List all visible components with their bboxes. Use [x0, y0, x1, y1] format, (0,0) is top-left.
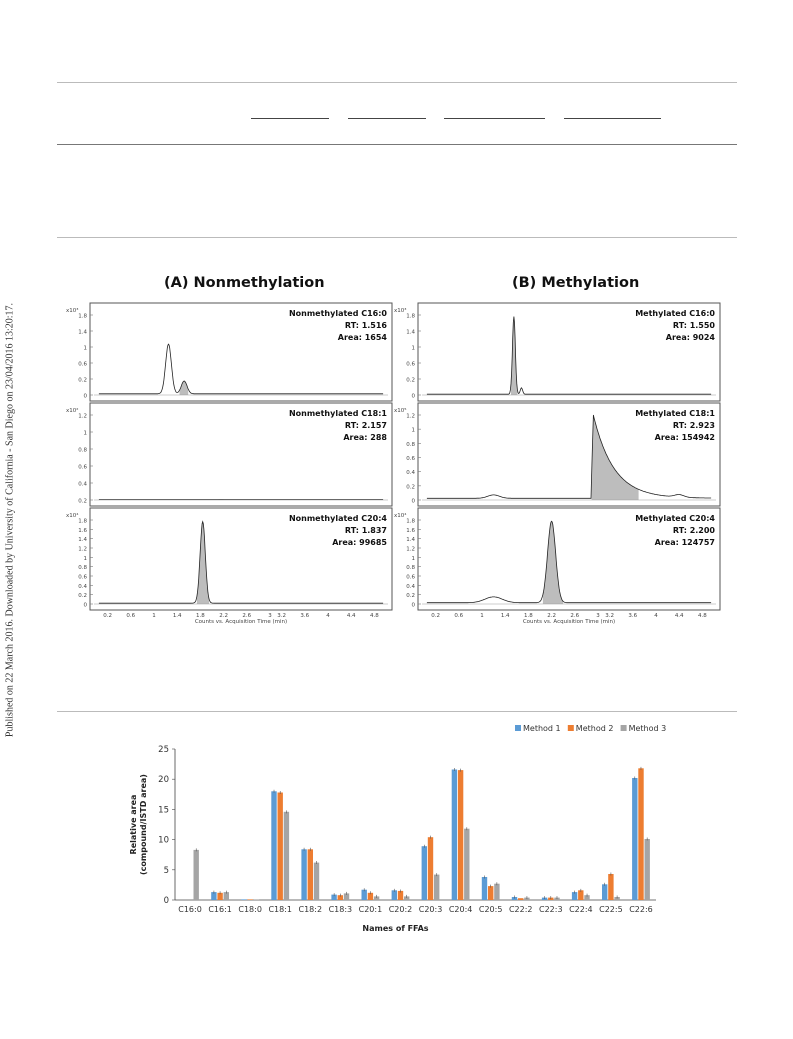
category-label: C16:1 [208, 905, 232, 914]
y-tick-label: 1.2 [406, 413, 415, 420]
bar [241, 899, 246, 900]
y-axis-title-line: Relative area [129, 794, 138, 855]
bar [608, 874, 613, 900]
y-tick-label: 1.6 [406, 527, 415, 534]
bar [314, 863, 319, 900]
category-label: C18:3 [328, 905, 353, 914]
x-tick-label: 0.2 [431, 613, 440, 619]
category-label: C18:2 [298, 905, 323, 914]
bar [428, 837, 433, 900]
peak-area-label: Area: 154942 [654, 433, 715, 442]
bar [488, 886, 493, 900]
bar [301, 849, 306, 900]
legend-swatch [515, 725, 521, 731]
retention-time-label: RT: 1.516 [344, 321, 387, 330]
y-axis-title [129, 774, 148, 875]
chromatogram-frame [418, 508, 720, 610]
bar [254, 899, 259, 900]
x-tick-label: 4.4 [674, 613, 684, 619]
bar [278, 793, 283, 901]
y-tick-label: 1.4 [406, 537, 415, 544]
y-tick-label: 0.4 [78, 583, 87, 590]
bar [362, 890, 367, 900]
y-tick-label: 15 [158, 805, 169, 816]
x-tick-label: 2.2 [547, 613, 556, 619]
y-tick-label: 0.6 [406, 456, 415, 462]
y-tick-label: 0 [83, 393, 87, 400]
compound-label: Nonmethylated C20:4 [288, 514, 387, 523]
y-scale-label: x10⁵ [394, 408, 407, 414]
category-label: C20:5 [478, 905, 503, 914]
y-tick-label: 0.8 [406, 565, 415, 572]
panel-b-title: (B) Methylation [512, 275, 640, 291]
category-label: C20:3 [418, 905, 443, 914]
category-label: C22:2 [508, 905, 533, 914]
bar [494, 884, 499, 900]
y-tick-label: 1.6 [78, 527, 87, 534]
y-tick-label: 1 [411, 345, 415, 352]
y-tick-label: 1.8 [78, 313, 87, 320]
peak-area-label: Area: 1654 [337, 333, 387, 342]
y-scale-label: x10² [66, 408, 79, 414]
y-tick-label: 1.4 [406, 329, 415, 336]
y-tick-label: 25 [158, 745, 169, 755]
chromatogram-panel [394, 403, 720, 506]
category-label: C16:0 [178, 905, 202, 914]
x-tick-label: 3 [268, 613, 272, 619]
legend-label: Method 2 [575, 724, 614, 733]
y-tick-label: 1.2 [78, 413, 87, 420]
y-tick-label: 1.8 [78, 518, 87, 525]
x-tick-label: 4 [326, 613, 330, 619]
x-tick-label: 1.4 [500, 613, 510, 619]
x-tick-label: 0.6 [454, 613, 464, 619]
legend-label: Method 1 [523, 724, 561, 733]
compound-label: Methylated C18:1 [635, 409, 715, 418]
compound-label: Methylated C16:0 [635, 309, 715, 318]
x-axis-title: Names of FFAs [362, 924, 429, 933]
category-label: C20:2 [388, 905, 413, 914]
y-tick-label: 0.4 [406, 583, 415, 590]
y-tick-label: 0 [411, 498, 415, 505]
category-label: C20:1 [358, 905, 383, 914]
y-tick-label: 1 [83, 555, 87, 562]
chromatogram-panel [66, 508, 392, 610]
x-tick-label: 4.8 [370, 613, 379, 619]
y-tick-label: 0.6 [406, 574, 415, 581]
category-label: C20:4 [448, 905, 473, 914]
category-label: C22:5 [599, 905, 623, 914]
y-tick-label: 0.8 [406, 441, 415, 448]
compound-label: Methylated C20:4 [635, 514, 715, 523]
y-tick-label: 0.2 [78, 593, 87, 600]
x-axis-label: Counts vs. Acquisition Time (min) [522, 619, 616, 625]
y-tick-label: 0.2 [78, 377, 87, 384]
peak-area-label: Area: 9024 [665, 333, 715, 342]
x-axis-label: Counts vs. Acquisition Time (min) [194, 619, 288, 625]
bar [271, 791, 276, 900]
x-tick-label: 4.8 [698, 613, 707, 619]
bar [632, 778, 637, 900]
peak-area-label: Area: 99685 [332, 538, 387, 547]
chromatogram-frame [90, 508, 392, 610]
legend-swatch [568, 725, 574, 731]
retention-time-label: RT: 2.923 [672, 421, 715, 430]
bar [458, 770, 463, 900]
chromatogram-frame [418, 403, 720, 506]
panel-a-title: (A) Nonmethylation [164, 275, 325, 291]
bar [248, 899, 253, 900]
y-tick-label: 0.2 [78, 498, 87, 505]
y-tick-label: 0.2 [406, 377, 415, 384]
y-tick-label: 1 [411, 427, 415, 434]
retention-time-label: RT: 2.200 [672, 526, 715, 535]
chromatogram-panel [66, 303, 392, 401]
bar [638, 768, 643, 900]
chromatogram-x-axis [103, 613, 379, 625]
bar [308, 849, 313, 900]
y-tick-label: 5 [163, 865, 169, 876]
legend-swatch [621, 725, 627, 731]
compound-label: Nonmethylated C18:1 [288, 409, 387, 418]
x-tick-label: 2.2 [219, 613, 228, 619]
category-label: C22:6 [629, 905, 653, 914]
y-tick-label: 1.4 [78, 537, 87, 544]
chromatogram-x-axis [431, 613, 707, 625]
y-scale-label: x10⁴ [394, 513, 407, 519]
chromatogram-frame [90, 403, 392, 506]
x-tick-label: 2.6 [570, 613, 580, 619]
y-tick-label: 1.8 [406, 313, 415, 320]
x-tick-label: 1 [152, 613, 156, 619]
x-tick-label: 4.4 [346, 613, 356, 619]
y-tick-label: 0.2 [406, 484, 415, 491]
retention-time-label: RT: 2.157 [344, 421, 387, 430]
x-tick-label: 4 [654, 613, 658, 619]
y-tick-label: 0.4 [406, 470, 415, 477]
x-tick-label: 1.8 [196, 613, 205, 619]
bar [194, 850, 199, 900]
x-tick-label: 1.8 [524, 613, 533, 619]
y-tick-label: 0.6 [406, 361, 415, 368]
x-tick-label: 3.6 [300, 613, 310, 619]
bar [422, 846, 427, 900]
y-tick-label: 20 [158, 775, 169, 786]
peak-area-label: Area: 124757 [654, 538, 715, 547]
bar [602, 884, 607, 900]
y-tick-label: 0 [411, 602, 415, 609]
bar [434, 875, 439, 900]
bar [464, 829, 469, 900]
y-scale-label: x10³ [66, 308, 79, 314]
legend-label: Method 3 [628, 724, 667, 733]
bar [482, 877, 487, 900]
x-tick-label: 3 [596, 613, 600, 619]
category-label: C22:4 [569, 905, 593, 914]
chromatogram-panel [394, 303, 720, 401]
y-tick-label: 0.6 [78, 464, 87, 471]
y-tick-label: 0.8 [78, 565, 87, 572]
x-tick-label: 3.2 [605, 613, 614, 619]
bar [452, 770, 457, 901]
y-tick-label: 0.4 [78, 481, 87, 488]
compound-label: Nonmethylated C16:0 [288, 309, 387, 318]
y-tick-label: 1 [83, 430, 87, 437]
y-axis-title-line: (compound/ISTD area) [139, 774, 148, 875]
y-tick-label: 10 [158, 835, 169, 846]
retention-time-label: RT: 1.550 [672, 321, 715, 330]
chromatogram-panel [394, 508, 720, 610]
y-scale-label: x10³ [394, 308, 407, 314]
x-tick-label: 3.2 [277, 613, 286, 619]
y-tick-label: 1 [83, 345, 87, 352]
download-watermark-text: Published on 22 March 2016. Downloaded by University of California - San Diego on 23/04/2016 13:20:17. [4, 302, 16, 737]
y-tick-label: 0 [83, 602, 87, 609]
y-tick-label: 0.6 [78, 574, 87, 581]
chromatogram-layer [66, 303, 720, 625]
bar [645, 839, 650, 900]
category-label: C18:1 [268, 905, 292, 914]
y-tick-label: 1.8 [406, 518, 415, 525]
y-tick-label: 0.6 [78, 361, 87, 368]
bar-chart-layer [129, 724, 666, 933]
chromatogram-panel [66, 403, 392, 506]
x-tick-label: 3.6 [628, 613, 638, 619]
category-label: C18:0 [238, 905, 262, 914]
y-tick-label: 0.2 [406, 593, 415, 600]
bar [284, 812, 289, 900]
category-label: C22:3 [539, 905, 563, 914]
x-tick-label: 0.6 [126, 613, 136, 619]
peak-area-label: Area: 288 [343, 433, 387, 442]
x-tick-label: 1 [480, 613, 484, 619]
bar [518, 898, 523, 900]
y-tick-label: 0 [163, 896, 169, 906]
y-tick-label: 1.2 [406, 546, 415, 553]
y-tick-label: 1.2 [78, 546, 87, 553]
x-tick-label: 0.2 [103, 613, 112, 619]
retention-time-label: RT: 1.837 [344, 526, 387, 535]
x-tick-label: 2.6 [242, 613, 252, 619]
y-scale-label: x10⁴ [66, 513, 79, 519]
y-tick-label: 0.8 [78, 447, 87, 454]
y-tick-label: 1 [411, 555, 415, 562]
y-tick-label: 0 [411, 393, 415, 400]
y-tick-label: 1.4 [78, 329, 87, 336]
x-tick-label: 1.4 [172, 613, 182, 619]
